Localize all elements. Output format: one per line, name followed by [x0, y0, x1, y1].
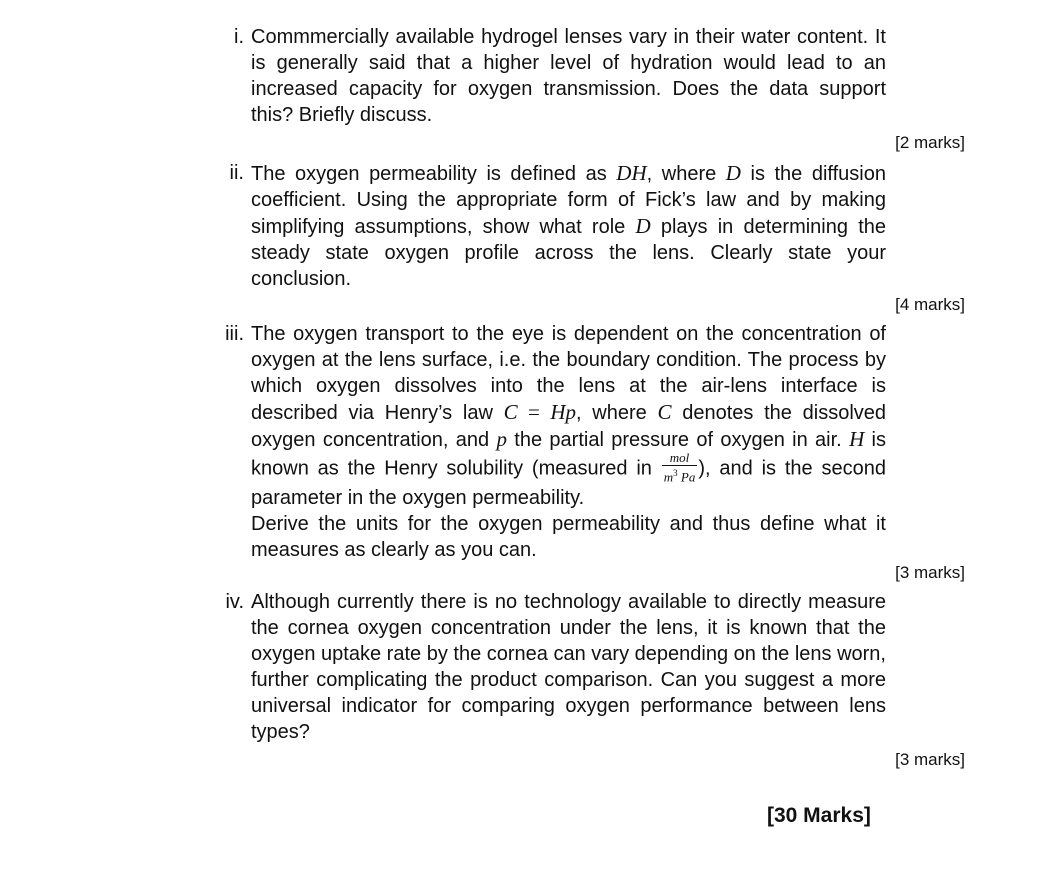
question-text: Commmercially available hydrogel lenses vary in their water content. It is generally said that a higher level of hydration would lead to an increased capacity for oxygen transmission. Does the data support this? Briefly discuss. [251, 26, 886, 126]
marks-label: [3 marks] [895, 750, 965, 769]
question-text: The oxygen permeability is defined as DH, where D is the diffusion coefficient. Using the appropriate form of Fick’s law and by making simplifying assumptions, show what role D plays in determining the steady state oxygen profile across the lens. Clearly state your conclusion. [251, 161, 886, 290]
question-numeral: i. [234, 26, 244, 48]
question-numeral: iv. [225, 591, 244, 613]
marks-label: [4 marks] [895, 295, 965, 314]
marks-label: [2 marks] [895, 133, 965, 152]
question-numeral: ii. [229, 162, 244, 184]
marks-label: [3 marks] [895, 563, 965, 582]
question-text: The oxygen transport to the eye is dependent on the concentration of oxygen at the lens surface, i.e. the boundary condition. The process by which oxygen dissolves into the lens at the air-lens interface is described via Henry’s law C = Hp, where C denotes the dissolved oxygen concentration, and p the partial pressure of oxygen in air. H is known as the Henry solubility (measured in $\frac{\text{mol}}{m^3 Pa}$ ), and is the second parameter in the oxygen permeability. Derive the units for the oxygen permeability and thus define what it measures as clearly as you can. [251, 323, 887, 562]
question-numeral: iii. [225, 323, 244, 345]
question-text: Although currently there is no technology available to directly measure the cornea oxygen concentration under the lens, it is known that the oxygen uptake rate by the cornea can vary depending on the lens worn, further complicating the product comparison. Can you suggest a more universal indicator for comparing oxygen performance between lens types? [251, 591, 886, 743]
total-marks: [30 Marks] [767, 804, 871, 827]
henry-units-fraction: $\frac{\text{mol}}{m^3 Pa}$ [663, 450, 696, 485]
